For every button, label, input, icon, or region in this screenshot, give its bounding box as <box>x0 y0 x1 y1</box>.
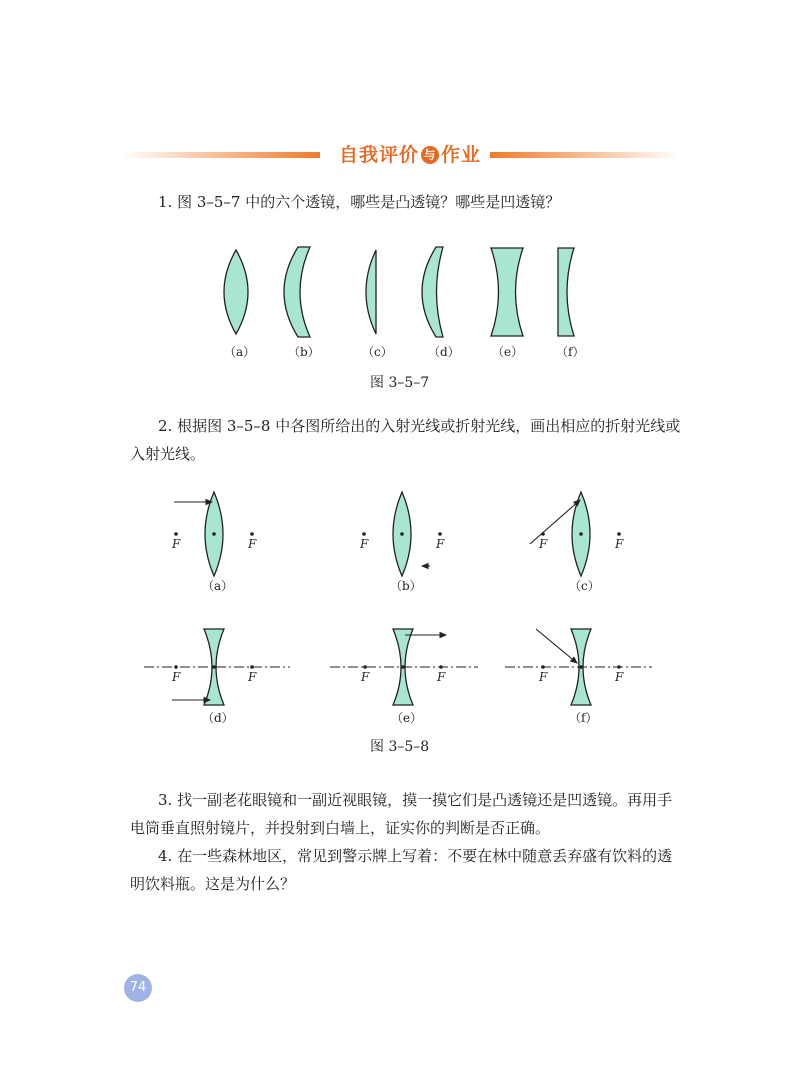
svg-text:F: F <box>539 670 548 684</box>
svg-text:F: F <box>248 670 257 684</box>
svg-text:F: F <box>248 537 257 551</box>
ray-lens-c <box>572 492 590 576</box>
fig2-label-c: （c） <box>569 579 600 593</box>
lens-a <box>224 250 248 334</box>
fig2-label-e: （e） <box>391 711 423 725</box>
fig1-label-b: （b） <box>288 345 320 359</box>
fig2-label-b: （b） <box>390 579 422 593</box>
section-title-part1: 自我评价 <box>338 144 419 166</box>
lens-b <box>284 247 310 337</box>
fig1-label-a: （a） <box>224 345 256 359</box>
lens-c <box>366 250 376 334</box>
svg-text:F: F <box>615 537 624 551</box>
svg-text:F: F <box>360 537 369 551</box>
figure-3-5-7-caption: 图 3–5–7 <box>370 375 430 391</box>
fig1-label-f: （f） <box>556 345 585 359</box>
svg-text:F: F <box>436 537 445 551</box>
question-4: 4. 在一些森林地区，常见到警示牌上写着：不要在林中随意丢弃盛有饮料的透明饮料瓶。这是为什么？ <box>130 847 673 893</box>
lens-d <box>422 247 443 337</box>
fig2-label-f: （f） <box>569 711 598 725</box>
figure-3-5-8-caption: 图 3–5–8 <box>370 739 430 755</box>
svg-text:F: F <box>172 670 181 684</box>
section-title-part2: 作业 <box>441 144 482 166</box>
svg-text:F: F <box>539 537 548 551</box>
ray-lens-d <box>204 629 224 705</box>
lens-e <box>491 248 523 336</box>
svg-text:F: F <box>437 670 446 684</box>
fig1-label-d: （d） <box>428 345 460 359</box>
ray-lens-e <box>393 629 413 705</box>
lens-f <box>558 248 574 336</box>
svg-text:F: F <box>172 537 181 551</box>
header-decor-line-right <box>490 152 680 158</box>
section-title-connector: 与 <box>421 146 439 164</box>
page-number-badge: 74 <box>124 974 152 1002</box>
section-header <box>120 140 680 170</box>
fig1-label-c: （c） <box>362 345 393 359</box>
question-2: 2. 根据图 3–5–8 中各图所给出的入射光线或折射光线，画出相应的折射光线或入射光线。 <box>130 417 681 463</box>
svg-text:F: F <box>361 670 370 684</box>
fig1-label-e: （e） <box>492 345 524 359</box>
fig2-label-a: （a） <box>202 579 234 593</box>
header-decor-line-left <box>120 152 320 158</box>
question-1: 1. 图 3–5–7 中的六个透镜，哪些是凸透镜？哪些是凹透镜？ <box>158 193 561 211</box>
ray-lens-b <box>393 492 411 576</box>
ray-lens-a <box>205 492 223 576</box>
question-3: 3. 找一副老花眼镜和一副近视眼镜，摸一摸它们是凸透镜还是凹透镜。再用手电筒垂直照射镜片，并投射到白墙上，证实你的判断是否正确。 <box>130 791 673 837</box>
svg-text:F: F <box>615 670 624 684</box>
ray-lens-f <box>571 629 591 705</box>
fig2-label-d: （d） <box>202 711 234 725</box>
section-title <box>330 140 490 170</box>
